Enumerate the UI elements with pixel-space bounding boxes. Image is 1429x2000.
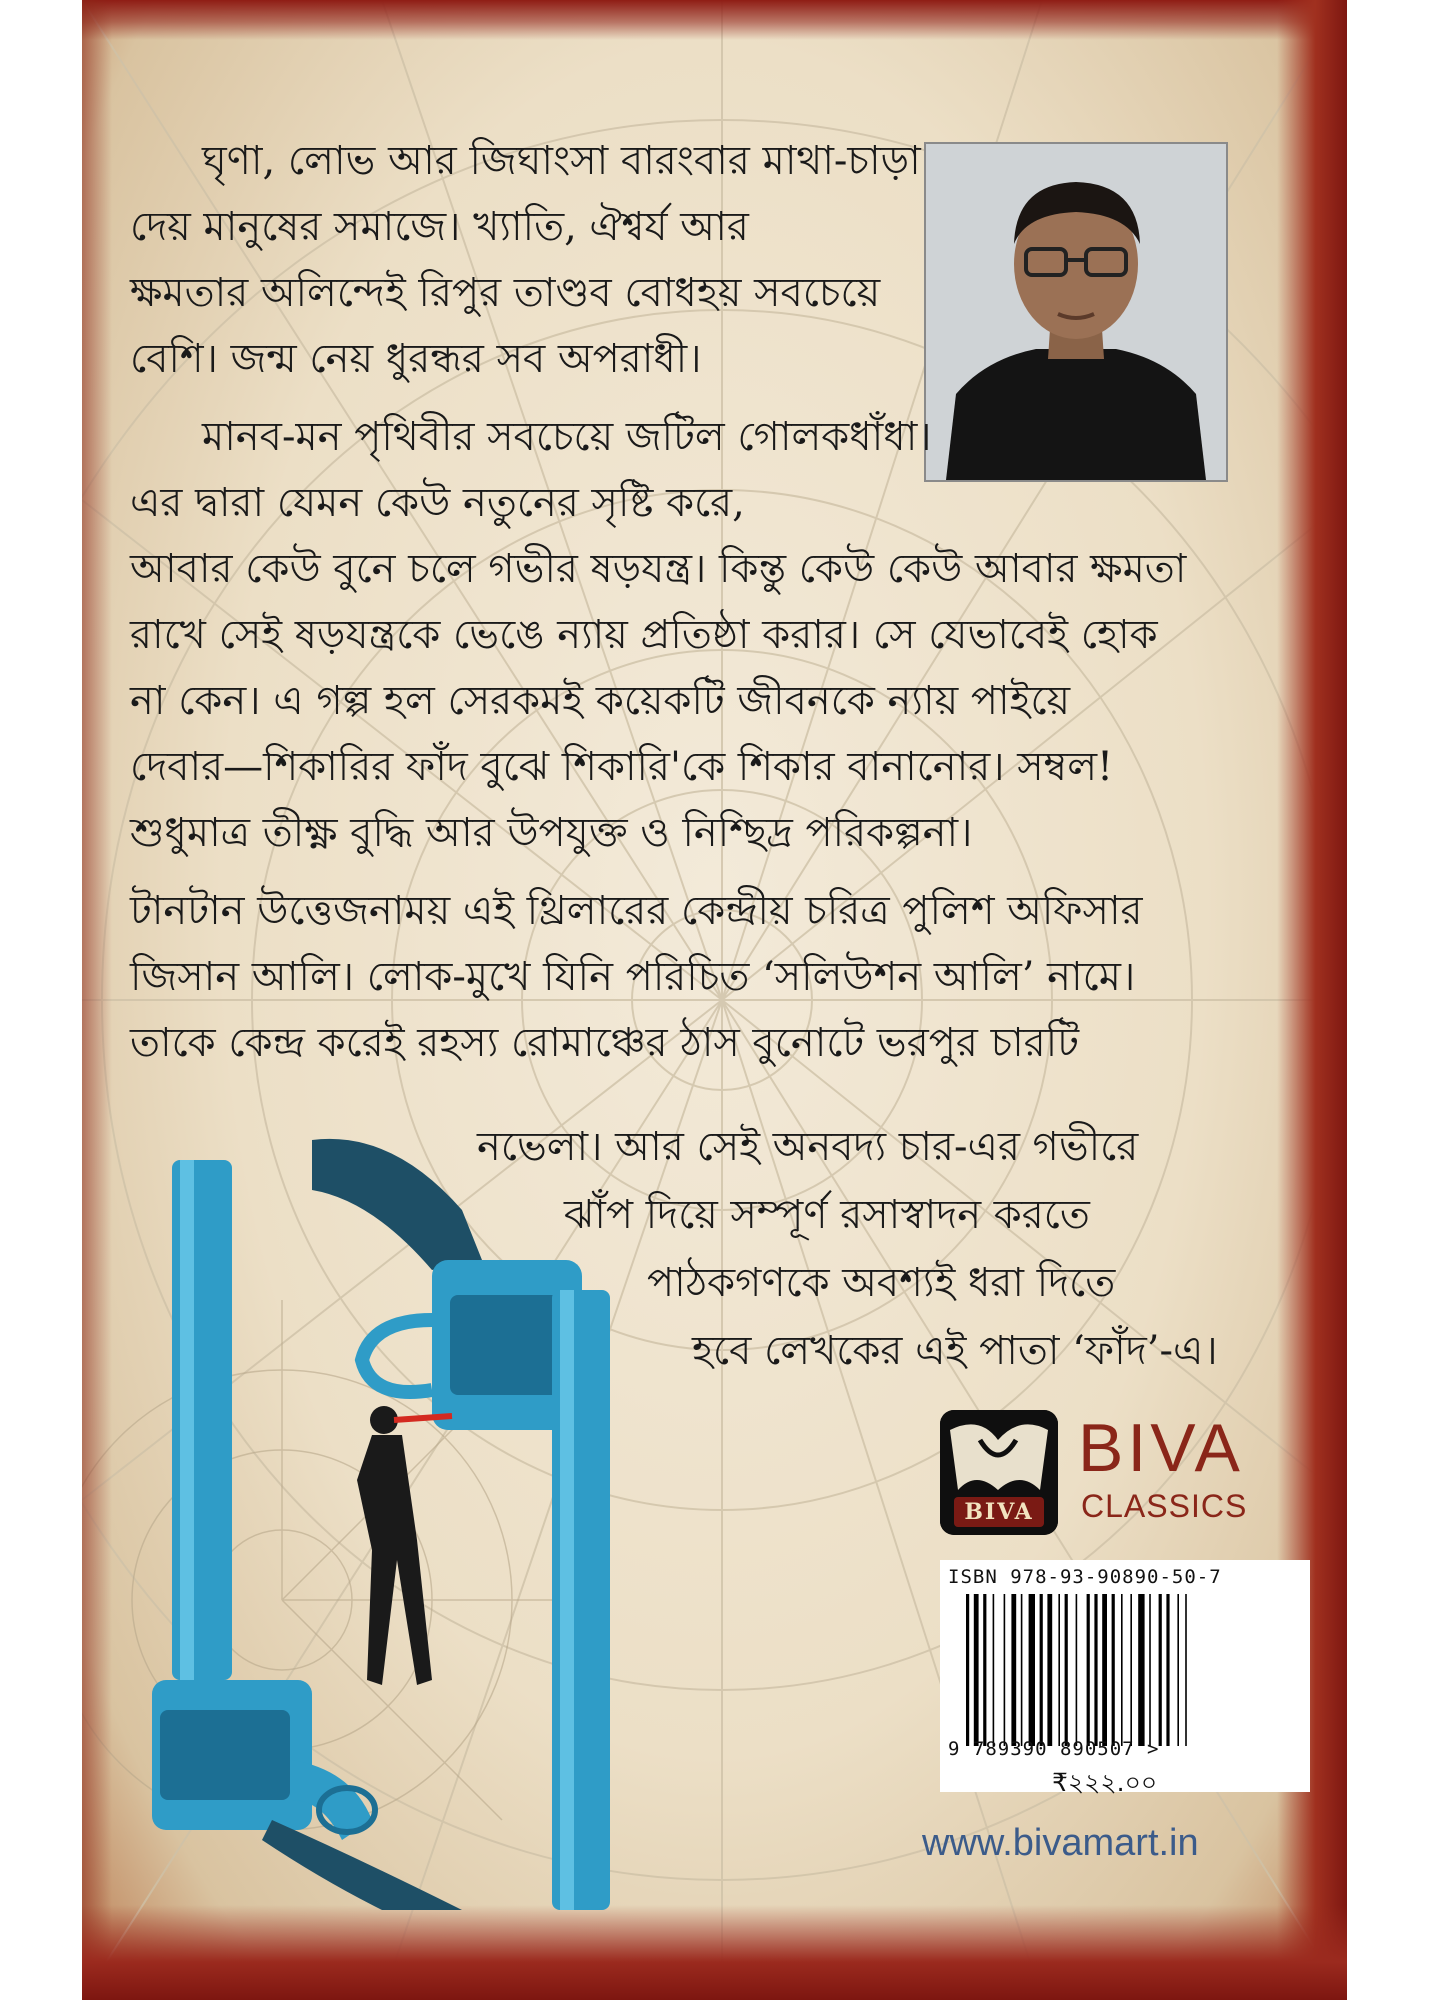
website-link[interactable]: www.bivamart.in	[922, 1822, 1199, 1864]
blurb-line: আবার কেউ বুনে চলে গভীর ষড়যন্ত্র। কিন্তু কেউ কেউ আবার ক্ষমতা	[130, 546, 1187, 592]
barcode-bar	[1029, 1594, 1035, 1746]
book-back-cover	[82, 0, 1347, 2000]
barcode-bar	[1065, 1594, 1068, 1746]
publisher-block	[940, 1410, 1315, 1540]
blurb-text	[130, 128, 1300, 1088]
barcode-bar	[1130, 1594, 1132, 1746]
falling-man-silhouette-icon	[357, 1406, 452, 1685]
publisher-series: CLASSICS	[1081, 1488, 1248, 1524]
biva-logo-badge: BIVA	[954, 1497, 1044, 1527]
blurb-line: দেবার—শিকারির ফাঁদ বুঝে শিকারি'কে শিকার বানানোর। সম্বল!	[130, 744, 1114, 790]
barcode-bar	[974, 1594, 979, 1746]
barcode-bar	[1004, 1594, 1006, 1746]
barcode-bar	[1138, 1594, 1144, 1746]
blurb-line: শুধুমাত্র তীক্ষ্ণ বুদ্ধি আর উপযুক্ত ও নিশ্ছিদ্র পরিকল্পনা।	[130, 810, 973, 856]
barcode-bar	[1149, 1594, 1151, 1746]
barcode-bar	[1094, 1594, 1097, 1746]
barcode-bar	[966, 1594, 969, 1746]
barcode-bar	[1047, 1594, 1052, 1746]
blurb-line: ঘৃণা, লোভ আর জিঘাংসা বারংবার মাথা-চাড়া	[202, 138, 921, 184]
barcode-bar	[1011, 1594, 1016, 1746]
blurb-line: জিসান আলি। লোক-মুখে যিনি পরিচিত ‘সলিউশন আলি’ নামে।	[130, 954, 1136, 1000]
isbn-label: ISBN 978-93-90890-50-7	[948, 1566, 1222, 1588]
blurb-line: না কেন। এ গল্প হল সেরকমই কয়েকটি জীবনকে ন্যায় পাইয়ে	[130, 678, 1071, 724]
barcode-bar	[1076, 1594, 1078, 1746]
blurb-tail-line: নভেলা। আর সেই অনবদ্য চার-এর গভীরে	[477, 1124, 1139, 1170]
blurb-line: দেয় মানুষের সমাজে। খ্যাতি, ঐশ্বর্য আর	[130, 204, 749, 250]
blurb-line: টানটান উত্তেজনাময় এই থ্রিলারের কেন্দ্রীয় চরিত্র পুলিশ অফিসার	[130, 888, 1143, 934]
price-label: ₹২২২.০০	[1052, 1768, 1158, 1797]
barcode-panel	[940, 1560, 1310, 1797]
barcode-bar	[1185, 1594, 1187, 1746]
barcode-bar	[1121, 1594, 1123, 1746]
blurb-paragraph-2	[130, 404, 1300, 866]
blurb-line: এর দ্বারা যেমন কেউ নতুনের সৃষ্টি করে,	[130, 480, 745, 526]
barcode-bar	[993, 1594, 995, 1746]
blurb-line: তাকে কেন্দ্র করেই রহস্য রোমাঞ্চের ঠাস বুনোটে ভরপুর চারটি	[130, 1020, 1079, 1066]
barcode-bar	[1087, 1594, 1090, 1746]
blurb-tail-line: পাঠকগণকে অবশ্যই ধরা দিতে	[647, 1260, 1116, 1306]
blurb-tail-line: হবে লেখকের এই পাতা ‘ফাঁদ’-এ।	[692, 1328, 1218, 1374]
biva-logo	[940, 1410, 1058, 1535]
barcode-bar	[1159, 1594, 1162, 1746]
barcode-bar	[983, 1594, 986, 1746]
blurb-line: মানব-মন পৃথিবীর সবচেয়ে জটিল গোলকধাঁধা।	[202, 414, 932, 460]
blurb-line: বেশি। জন্ম নেয় ধুরন্ধর সব অপরাধী।	[130, 336, 702, 382]
barcode-bar	[1058, 1594, 1060, 1746]
barcode-bar	[1166, 1594, 1169, 1746]
barcode-digits: 9 789390 890507 >	[948, 1738, 1160, 1760]
blurb-line: ক্ষমতার অলিন্দেই রিপুর তাণ্ডব বোধহয় সবচেয়ে	[130, 270, 881, 316]
barcode-bar	[1021, 1594, 1023, 1746]
barcode-bars	[964, 1594, 1294, 1746]
revolvers-illustration	[132, 1120, 652, 1910]
blurb-paragraph-3	[130, 878, 1300, 1076]
publisher-name: BIVA	[1078, 1410, 1244, 1486]
barcode-bar	[1040, 1594, 1043, 1746]
barcode-bar	[1112, 1594, 1115, 1746]
barcode-bar	[1102, 1594, 1107, 1746]
blurb-line: রাখে সেই ষড়যন্ত্রকে ভেঙে ন্যায় প্রতিষ্ঠা করার। সে যেভাবেই হোক	[130, 612, 1158, 658]
blurb-paragraph-1	[130, 128, 921, 392]
blurb-tail-line: ঝাঁপ দিয়ে সম্পূর্ণ রসাস্বাদন করতে	[564, 1192, 1090, 1238]
barcode-bar	[1177, 1594, 1179, 1746]
